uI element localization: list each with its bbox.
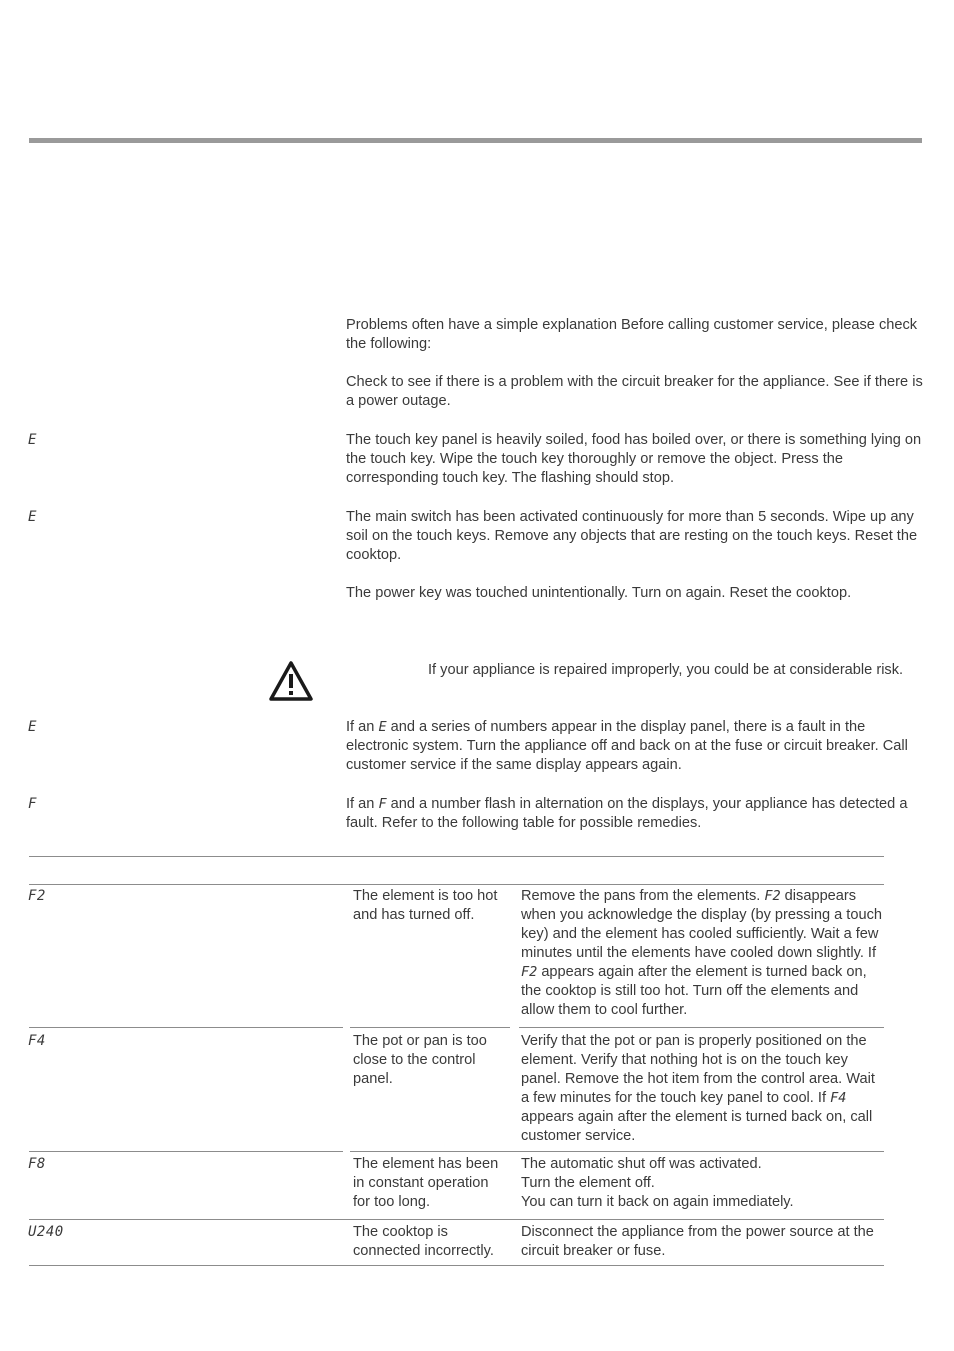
f8-remedy: The automatic shut off was activated. Turn the element off. You can turn it back on again immediately.	[521, 1156, 794, 1210]
f2-cause: The element is too hot and has turned off.	[353, 888, 498, 923]
e-display-post: and a series of numbers appear in the display panel, there is a fault in the electronic system. Turn the appliance off and back on at the fuse or circuit breaker. Call customer service if the same display appears again.	[346, 719, 908, 773]
f4-cause: The pot or pan is too close to the control panel.	[353, 1033, 487, 1087]
warning-triangle-icon	[268, 660, 314, 702]
f-display-paragraph	[346, 795, 926, 833]
fault-code-f2: F2	[28, 888, 46, 904]
f4-remedy: Verify that the pot or pan is properly positioned on the element. Verify that nothing hot is on the touch key panel. Remove the hot item from the control area. Wait a few minutes for the touch key panel to cool. If F4 appears again after the element is turned back on, call customer service.	[521, 1033, 875, 1144]
f-display-pre: If an	[346, 796, 379, 812]
f8-cause: The element has been in constant operation for too long.	[353, 1156, 499, 1210]
inline-code-f2: F2	[764, 888, 781, 904]
e-display-pre: If an	[346, 719, 379, 735]
table-rule	[519, 1027, 884, 1028]
table-rule	[29, 1151, 343, 1152]
error-code-e: E	[28, 509, 37, 525]
power-key-paragraph: The power key was touched unintentionally. Turn on again. Reset the cooktop.	[346, 585, 852, 601]
inline-code-f: F	[378, 796, 387, 812]
main-switch-paragraph: The main switch has been activated continuously for more than 5 seconds. Wipe up any soil on the touch keys. Remove any objects that are resting on the touch keys. Reset the cooktop.	[346, 509, 918, 563]
table-header-rule	[29, 856, 884, 857]
f-display-post: and a number flash in alternation on the displays, your appliance has detected a fault. Refer to the following table for possible remedies.	[346, 796, 908, 831]
u240-cause: The cooktop is connected incorrectly.	[353, 1224, 494, 1259]
fault-code-f8: F8	[28, 1156, 46, 1172]
f2-remedy: Remove the pans from the elements. F2 disappears when you acknowledge the display (by pressing a touch key) and the element has cooled sufficiently. Wait a few minutes until the elements have cooled down slightly. If F2 appears again after the element is turned back on, the cooktop is still too hot. Turn off the elements and allow them to cool further.	[521, 888, 883, 1018]
table-rule	[29, 1219, 884, 1220]
fault-code-u240: U240	[28, 1224, 64, 1240]
circuit-breaker-paragraph: Check to see if there is a problem with the circuit breaker for the appliance. See if there is a power outage.	[346, 374, 923, 409]
header-rule	[29, 138, 922, 143]
inline-code-f2: F2	[521, 964, 538, 980]
inline-code-e: E	[378, 719, 387, 735]
u240-remedy: Disconnect the appliance from the power source at the circuit breaker or fuse.	[521, 1224, 874, 1259]
touch-key-soiled-paragraph: The touch key panel is heavily soiled, food has boiled over, or there is something lying on the touch key. Wipe the touch key thoroughly or remove the object. Press the corresponding touch key. The flashing should stop.	[346, 432, 922, 486]
error-code-e: E	[28, 719, 37, 735]
table-rule	[29, 1027, 343, 1028]
warning-paragraph	[346, 661, 926, 680]
e-display-paragraph	[346, 718, 926, 775]
table-bottom-rule	[29, 1265, 884, 1266]
error-code-e: E	[28, 432, 37, 448]
error-code-f: F	[28, 796, 37, 812]
table-rule	[350, 1027, 510, 1028]
table-rule	[350, 1151, 884, 1152]
fault-code-f4: F4	[28, 1033, 46, 1049]
inline-code-f4: F4	[830, 1090, 847, 1106]
warning-text: If your appliance is repaired improperly, you could be at considerable risk.	[428, 662, 904, 678]
table-rule	[29, 884, 884, 885]
intro-paragraph: Problems often have a simple explanation Before calling customer service, please check the following:	[346, 317, 918, 352]
